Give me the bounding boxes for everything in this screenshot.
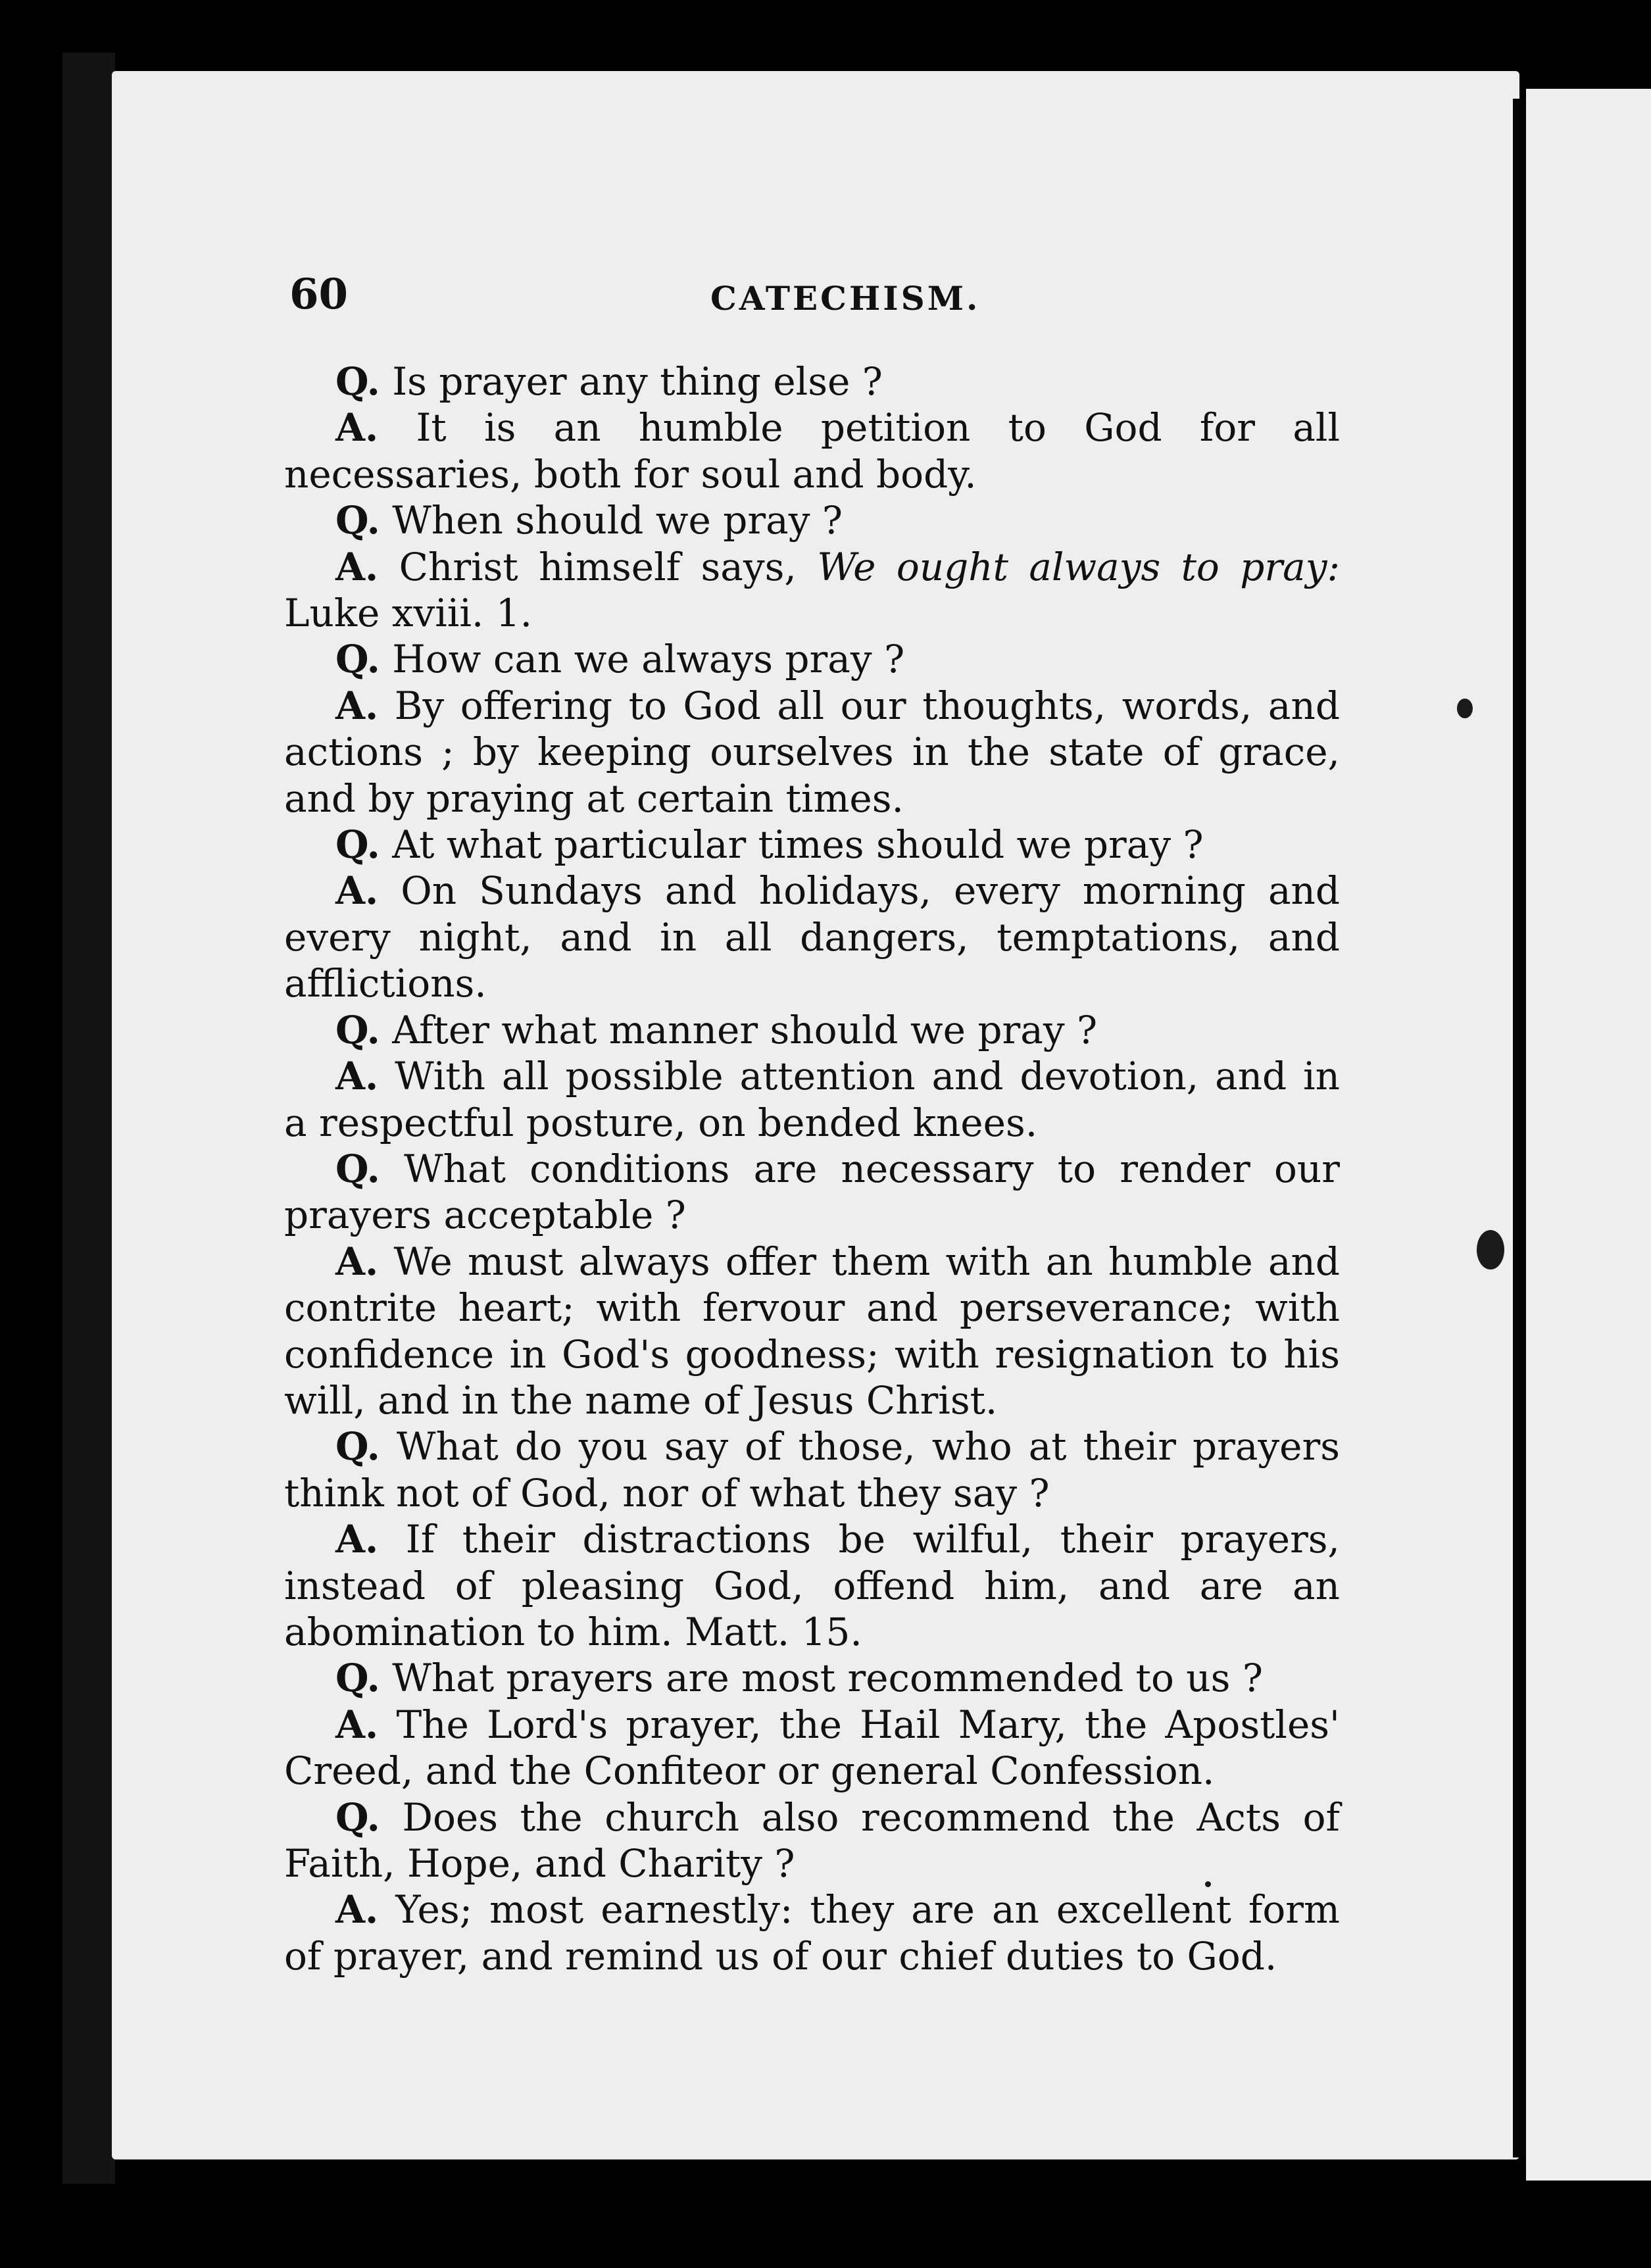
qa-text: If their distractions be wilful, their prayers, instead of pleasing God, offend him, and are an abomination to him. Matt. 15. <box>284 1517 1340 1654</box>
answer-paragraph <box>284 405 1340 497</box>
question-paragraph <box>284 497 1340 543</box>
binding-thread <box>1477 1230 1504 1270</box>
qa-text: After what manner should we pray ? <box>392 1007 1098 1052</box>
qa-text: By offering to God all our thoughts, words, and actions ; by keeping ourselves in the state of grace, and by praying at certain times. <box>284 683 1340 821</box>
qa-label: A. <box>335 1054 379 1099</box>
question-paragraph <box>284 1007 1340 1053</box>
qa-label: A. <box>335 544 379 589</box>
qa-label: A. <box>335 405 379 451</box>
qa-text: When should we pray ? <box>392 498 843 543</box>
answer-paragraph <box>284 1702 1340 1794</box>
page-gutter <box>1513 99 1527 2157</box>
qa-label: Q. <box>335 498 380 543</box>
qa-text: Yes; most earnestly: they are an excellent form of prayer, and remind us of our chief duties to God. <box>284 1887 1341 1979</box>
qa-text: On Sundays and holidays, every morning and every night, and in all dangers, temptations, and afflictions. <box>284 868 1340 1006</box>
page-header <box>289 270 1339 335</box>
scripture-quote: We ought always to pray: <box>817 544 1341 589</box>
question-paragraph <box>284 358 1340 405</box>
qa-label: A. <box>335 1702 379 1747</box>
question-paragraph <box>284 822 1340 868</box>
qa-text: At what particular times should we pray ? <box>392 822 1204 868</box>
book-spine <box>62 53 115 2184</box>
qa-text: What do you say of those, who at their prayers think not of God, nor of what they say ? <box>284 1424 1340 1516</box>
qa-text: What prayers are most recommended to us ? <box>392 1656 1263 1701</box>
scan-speck <box>1205 1881 1211 1887</box>
qa-text: Christ himself says, <box>399 544 818 589</box>
question-paragraph <box>284 1423 1340 1516</box>
qa-label: Q. <box>335 1007 380 1052</box>
qa-text: It is an humble petition to God for all necessaries, both for soul and body. <box>284 405 1340 497</box>
question-paragraph <box>284 636 1340 682</box>
question-paragraph <box>284 1794 1340 1887</box>
answer-paragraph <box>284 683 1340 822</box>
qa-label: Q. <box>335 1656 380 1701</box>
qa-label: A. <box>335 1239 379 1284</box>
answer-paragraph <box>284 1239 1340 1424</box>
binding-thread <box>1457 699 1473 718</box>
question-paragraph <box>284 1655 1340 1701</box>
qa-label: Q. <box>335 359 380 404</box>
qa-label: Q. <box>335 1424 380 1469</box>
qa-text: The Lord's prayer, the Hail Mary, the Apostles' Creed, and the Confiteor or general Confession. <box>284 1702 1340 1794</box>
qa-text: What conditions are necessary to render our prayers acceptable ? <box>284 1146 1341 1238</box>
qa-text: How can we always pray ? <box>392 637 905 682</box>
answer-paragraph <box>284 1886 1340 1979</box>
running-title: CATECHISM. <box>710 279 981 318</box>
answer-paragraph <box>284 1516 1340 1655</box>
qa-label: A. <box>335 1517 379 1562</box>
qa-label: Q. <box>335 1146 380 1191</box>
qa-text: We must always offer them with an humble and contrite heart; with fervour and perseverance; with confidence in God's goodness; with resignation to his will, and in the name of Jesus Christ. <box>284 1239 1341 1423</box>
qa-label: A. <box>335 1887 379 1933</box>
qa-text: Does the church also recommend the Acts of Faith, Hope, and Charity ? <box>284 1794 1340 1886</box>
facing-page-edge <box>1526 89 1651 2181</box>
qa-text: With all possible attention and devotion, and in a respectful posture, on bended knees. <box>284 1054 1341 1145</box>
qa-label: Q. <box>335 1794 380 1840</box>
qa-text: Is prayer any thing else ? <box>392 359 883 404</box>
qa-label: Q. <box>335 822 380 868</box>
question-paragraph <box>284 1146 1340 1239</box>
answer-paragraph <box>284 544 1340 637</box>
catechism-text <box>284 358 1340 1979</box>
answer-paragraph <box>284 868 1340 1006</box>
page-number: 60 <box>289 270 349 319</box>
qa-citation: Luke xviii. 1. <box>284 591 533 636</box>
qa-label: A. <box>335 683 379 728</box>
qa-label: Q. <box>335 637 380 682</box>
qa-label: A. <box>335 868 379 914</box>
answer-paragraph <box>284 1053 1340 1146</box>
